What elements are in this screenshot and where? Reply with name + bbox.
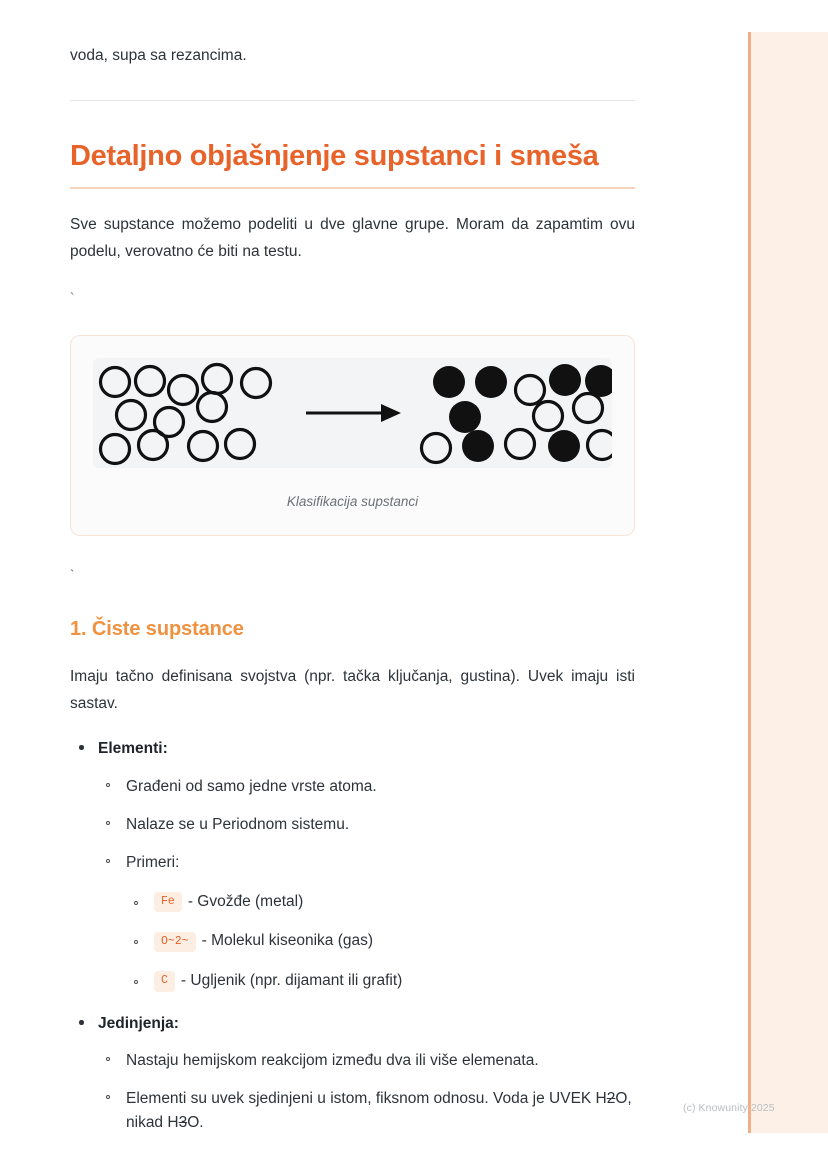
figure-card: [70, 335, 635, 536]
list-item-elementi: [70, 737, 635, 994]
formula-text-before: Elementi su uvek sjedinjeni u istom, fiksnom odnosu. Voda je UVEK H: [126, 1090, 607, 1108]
continued-paragraph: voda, supa sa rezancima.: [70, 47, 247, 64]
example-item-c: [126, 969, 635, 994]
list-item-label: Elementi:: [98, 740, 168, 758]
formula-strike-three: 3: [178, 1114, 188, 1132]
figure-caption: Klasifikacija supstanci: [286, 494, 419, 510]
section-heading: 1. Čiste supstance: [70, 618, 244, 641]
classification-diagram: [93, 358, 612, 468]
footer-copyright: (c) Knowunity 2025: [683, 1102, 775, 1114]
stray-backtick-bottom: `: [70, 567, 75, 583]
arrow-icon: [306, 404, 401, 422]
right-particle-group: [422, 364, 613, 463]
formula-text-middle: O, nikad H: [126, 1090, 632, 1132]
list-item-label: Primeri:: [126, 853, 180, 871]
example-item-fe: [126, 890, 635, 915]
document-page: [70, 0, 635, 1135]
chem-code-fe: Fe: [154, 892, 182, 912]
list-item: Nastaju hemijskom reakcijom između dva ili više elemenata.: [98, 1049, 635, 1073]
sublist-jedinjenja: [98, 1049, 635, 1135]
examples-list: [126, 890, 635, 994]
example-item-o2: [126, 929, 635, 954]
figure-inner-box: [93, 358, 612, 468]
list-item: Nalaze se u Periodnom sistemu.: [98, 813, 635, 837]
formula-strike-two: 2: [606, 1090, 616, 1108]
right-accent-panel: [748, 32, 828, 1133]
horizontal-divider: [70, 100, 635, 101]
example-description: - Gvožđe (metal): [187, 892, 304, 910]
list-item-primeri: [98, 851, 635, 994]
intro-paragraph: Sve supstance možemo podeliti u dve glavne grupe. Moram da zapamtim ovu podelu, verovatno će biti na testu.: [70, 215, 635, 260]
chem-code-o2: O~2~: [154, 932, 196, 952]
page-title: Detaljno objašnjenje supstanci i smeša: [70, 140, 599, 173]
title-underline: [70, 187, 635, 189]
chem-code-c: C: [154, 971, 175, 991]
example-description: - Ugljenik (npr. dijamant ili grafit): [180, 972, 403, 990]
formula-text-after: O.: [187, 1114, 204, 1132]
list-item: Građeni od samo jedne vrste atoma.: [98, 775, 635, 799]
list-item-jedinjenja: [70, 1012, 635, 1135]
sublist-elementi: [98, 775, 635, 994]
left-particle-group: [101, 365, 271, 464]
section-paragraph: Imaju tačno definisana svojstva (npr. tačka ključanja, gustina). Uvek imaju isti sastav.: [70, 668, 635, 713]
main-list: [70, 737, 635, 1135]
example-description: - Molekul kiseonika (gas): [201, 932, 374, 950]
list-item-label: Jedinjenja:: [98, 1015, 179, 1032]
stray-backtick-top: `: [70, 290, 75, 306]
list-item-water-formula: [98, 1087, 635, 1135]
